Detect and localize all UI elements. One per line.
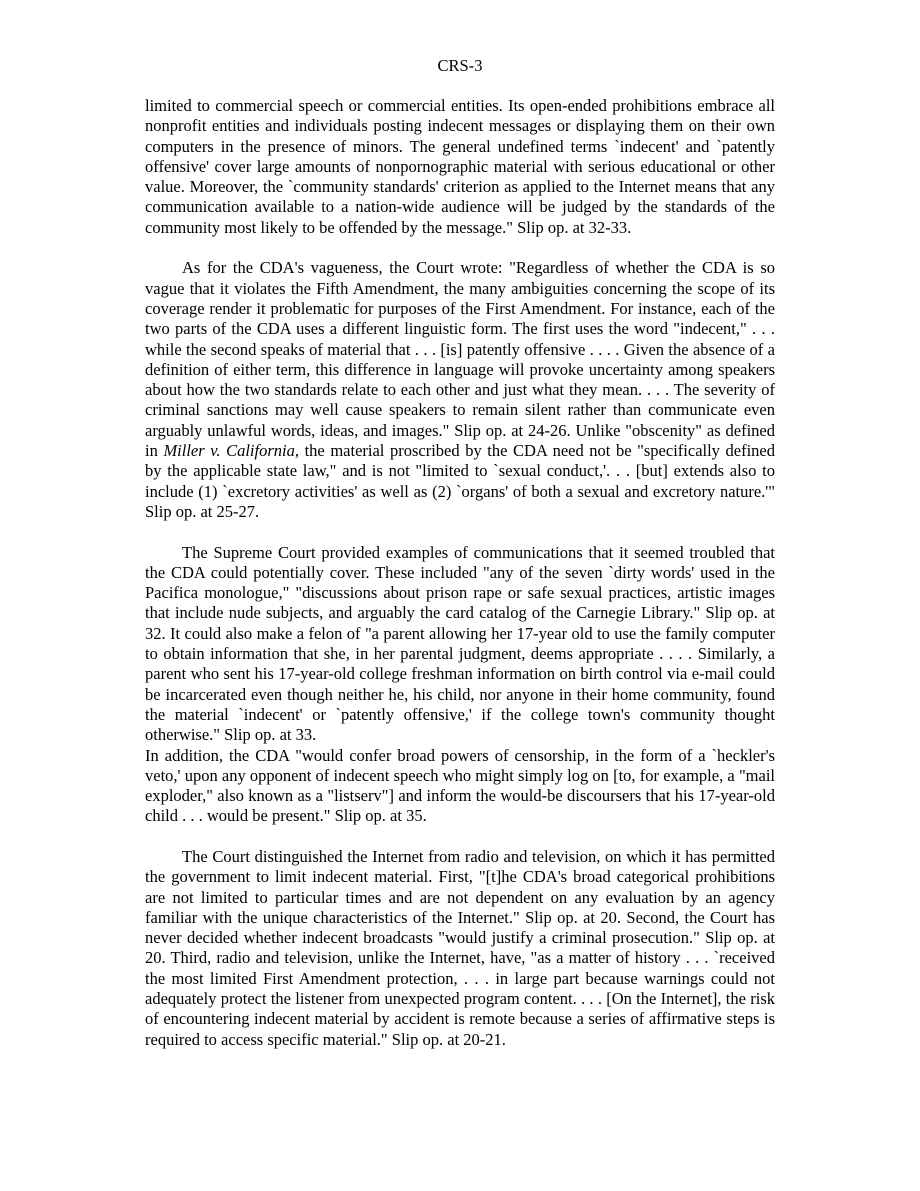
paragraph-commercial-speech: limited to commercial speech or commercial entities. Its open-ended prohibitions embrace all nonprofit entities and individuals posting indecent messages or displaying them on their own computers in the presence of minors. The general undefined terms `indecent' and `patently offensive' cover large amounts of nonpornographic material with serious educational or other value. Moreover, the `community standards' criterion as applied to the Internet means that any communication available to a nation-wide audience will be judged by the standards of the community most likely to be offended by the message." Slip op. at 32-33. xyxy=(145,96,775,237)
paragraph-broadcast-distinction: The Court distinguished the Internet from radio and television, on which it has permitted the government to limit indecent material. First, "[t]he CDA's broad categorical prohibitions are not limited to particular times and are not dependent on any evaluation by an agency familiar with the unique characteristics of the Internet." Slip op. at 20. Second, the Court has never decided whether indecent broadcasts "would justify a criminal prosecution." Slip op. at 20. Third, radio and television, unlike the Internet, have, "as a matter of history . . . `received the most limited First Amendment protection, . . . in large part because warnings could not adequately protect the listener from unexpected program content. . . . [On the Internet], the risk of encountering indecent material by accident is remote because a series of affirmative steps is required to access specific material." Slip op. at 20-21. xyxy=(145,846,775,1049)
document-page xyxy=(145,56,775,1050)
paragraph-vagueness-text-before: As for the CDA's vagueness, the Court wrote: "Regardless of whether the CDA is so vague that it violates the Fifth Amendment, the many ambiguities concerning the scope of its coverage render it problematic for purposes of the First Amendment. For instance, each of the two parts of the CDA uses a different linguistic form. The first uses the word "indecent," . . . while the second speaks of material that . . . [is] patently offensive . . . . Given the absence of a definition of either term, this difference in language will provoke uncertainty among speakers about how the two standards relate to each other and just what they mean. . . . The severity of criminal sanctions may well cause speakers to remain silent rather than communicate even arguably unlawful words, ideas, and images." Slip op. at 24-26. Unlike "obscenity" as defined in xyxy=(145,258,775,461)
paragraph-vagueness-text-after: , the material proscribed by the CDA need not be "specifically defined by the applicable state law," and is not "limited to `sexual conduct,'. . . [but] extends also to include (1) `excretory activities' as well as (2) `organs' of both a sexual and excretory nature.'" Slip op. at 25-27. xyxy=(145,441,776,521)
paragraph-hecklers-veto: In addition, the CDA "would confer broad powers of censorship, in the form of a `heckler's veto,' upon any opponent of indecent speech who might simply log on [to, for example, a "mail exploder," also known as a "listserv"] and inform the would-be discoursers that his 17-year-old child . . . would be present." Slip op. at 35. xyxy=(145,745,775,826)
case-citation-miller: Miller v. California xyxy=(163,441,295,461)
paragraph-vagueness xyxy=(145,258,775,522)
paragraph-examples: The Supreme Court provided examples of communications that it seemed troubled that the CDA could potentially cover. These included "any of the seven `dirty words' used in the Pacifica monologue," "discussions about prison rape or safe sexual practices, artistic images that include nude subjects, and arguably the card catalog of the Carnegie Library." Slip op. at 32. It could also make a felon of "a parent allowing her 17-year old to use the family computer to obtain information that she, in her parental judgment, deems appropriate . . . . Similarly, a parent who sent his 17-year-old college freshman information on birth control via e-mail could be incarcerated even though neither he, his child, nor anyone in their home community, found the material `indecent' or `patently offensive,' if the college town's community thought otherwise." Slip op. at 33. xyxy=(145,542,775,745)
page-number-header: CRS-3 xyxy=(437,56,483,75)
